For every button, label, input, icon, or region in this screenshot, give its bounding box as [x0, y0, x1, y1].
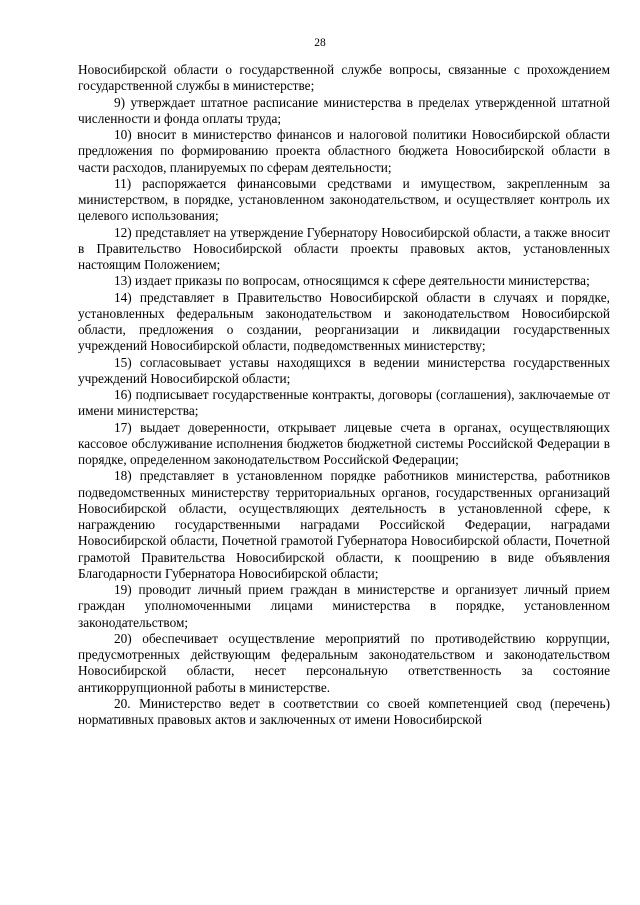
paragraph-item-13: 13) издает приказы по вопросам, относящимся к сфере деятельности министерства;: [114, 273, 590, 289]
paragraph-section-20: 20. Министерство ведет в соответствии со своей компетенцией свод (перечень) нормативных правовых актов и заключенных от имени Новосибирской: [78, 695, 610, 727]
paragraph-item-19: 19) проводит личный прием граждан в министерстве и организует личный прием граждан уполномоченными лицами министерства в порядке, установленном законодательством;: [78, 582, 610, 630]
paragraph-item-10: 10) вносит в министерство финансов и налоговой политики Новосибирской области предложения по формированию проекта областного бюджета Новосибирской области в части расходов, планируемых по сферам деятельности;: [78, 127, 610, 175]
paragraph-continuation: Новосибирской области о государственной службе вопросы, связанные с прохождением государственной службы в министерстве;: [78, 62, 610, 94]
paragraph-item-14: 14) представляет в Правительство Новосибирской области в случаях и порядке, установленных федеральным законодательством и законодательством Новосибирской области, предложения о создании, реорганизации и ликвидации государственных учреждений Новосибирской области, подведомственных министерству;: [78, 289, 610, 354]
paragraph-item-20: 20) обеспечивает осуществление мероприятий по противодействию коррупции, предусмотренных действующим федеральным законодательством и законодательством Новосибирской области, несет персональную ответственность за состояние антикоррупционной работы в министерстве.: [78, 630, 610, 695]
paragraph-item-11: 11) распоряжается финансовыми средствами и имуществом, закрепленным за министерством, в порядке, установленном законодательством, и осуществляет контроль их целевого использования;: [78, 175, 610, 224]
paragraph-item-12: 12) представляет на утверждение Губернатору Новосибирской области, а также вносит в Правительство Новосибирской области проекты правовых актов, установленных настоящим Положением;: [78, 224, 610, 272]
document-body: [78, 62, 610, 728]
paragraph-item-15: 15) согласовывает уставы находящихся в ведении министерства государственных учреждений Новосибирской области;: [78, 354, 610, 386]
page-number: 28: [314, 37, 326, 49]
paragraph-item-18: 18) представляет в установленном порядке работников министерства, работников подведомственных министерству территориальных органов, государственных организаций Новосибирской области, осуществляющих деятельность в установленной сфере, к награждению государственными наградами Российской Федерации, наградами Новосибирской области, Почетной грамотой Губернатора Новосибирской области, Почетной грамотой Правительства Новосибирской области, к поощрению в виде объявления Благодарности Губернатора Новосибирской области;: [78, 468, 610, 581]
paragraph-item-9: 9) утверждает штатное расписание министерства в пределах утвержденной штатной численности и фонда оплаты труда;: [78, 94, 610, 126]
paragraph-item-16: 16) подписывает государственные контракты, договоры (соглашения), заключаемые от имени министерства;: [78, 387, 610, 419]
paragraph-item-17: 17) выдает доверенности, открывает лицевые счета в органах, осуществляющих кассовое обслуживание исполнения бюджетов бюджетной системы Российской Федерации в порядке, определенном законодательством Российской Федерации;: [78, 419, 610, 467]
